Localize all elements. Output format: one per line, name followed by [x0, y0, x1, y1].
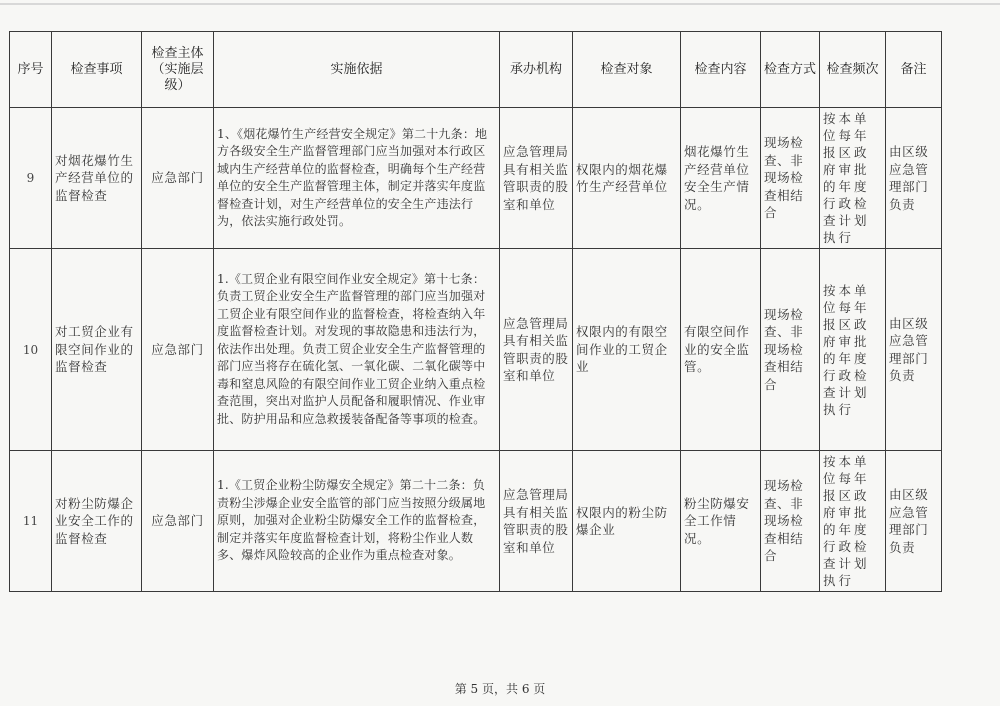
row-content: 有限空间作业的安全监管。 [681, 249, 761, 451]
header-seq: 序号 [10, 32, 52, 108]
row-method: 现场检查、非现场检查相结合 [761, 451, 820, 592]
row-object: 权限内的粉尘防爆企业 [573, 451, 681, 592]
row-seq: 9 [10, 108, 52, 249]
header-method: 检查方式 [761, 32, 820, 108]
table-row [10, 451, 942, 592]
header-agency: 承办机构 [500, 32, 573, 108]
header-item: 检查事项 [52, 32, 142, 108]
header-row [10, 32, 942, 108]
table-row [10, 249, 942, 451]
row-remark: 由区级应急管理部门负责 [886, 108, 942, 249]
row-item: 对烟花爆竹生产经营单位的监督检查 [52, 108, 142, 249]
row-frequency: 按本单位每年报区政府审批的年度行政检查计划执行 [820, 108, 886, 249]
row-seq: 11 [10, 451, 52, 592]
row-subject: 应急部门 [142, 108, 214, 249]
row-method: 现场检查、非现场检查相结合 [761, 108, 820, 249]
row-object: 权限内的烟花爆竹生产经营单位 [573, 108, 681, 249]
row-method: 现场检查、非现场检查相结合 [761, 249, 820, 451]
row-content: 烟花爆竹生产经营单位安全生产情况。 [681, 108, 761, 249]
row-remark: 由区级应急管理部门负责 [886, 451, 942, 592]
row-object: 权限内的有限空间作业的工贸企业 [573, 249, 681, 451]
header-basis: 实施依据 [214, 32, 500, 108]
row-item: 对工贸企业有限空间作业的监督检查 [52, 249, 142, 451]
row-frequency: 按本单位每年报区政府审批的年度行政检查计划执行 [820, 451, 886, 592]
row-basis: 1.《工贸企业有限空间作业安全规定》第十七条：负责工贸企业安全生产监督管理的部门应当加强对工贸企业有限空间作业的监督检查，将检查纳入年度监督检查计划。对发现的事故隐患和违法行为，依法作出处理。负责工贸企业安全生产监督管理的部门应当将存在硫化氢、一氧化碳、二氧化碳等中毒和窒息风险的有限空间作业工贸企业纳入重点检查范围，突出对监护人员配备和履职情况、作业审批、防护用品和应急救援装备配备等事项的检查。 [214, 249, 500, 451]
row-subject: 应急部门 [142, 249, 214, 451]
header-remark: 备注 [886, 32, 942, 108]
row-basis: 1、《烟花爆竹生产经营安全规定》第二十九条：地方各级安全生产监督管理部门应当加强对本行政区域内生产经营单位的监督检查，明确每个生产经营单位的安全生产监督管理主体，制定并落实年度监督检查计划，对生产经营单位的安全生产违法行为，依法实施行政处罚。 [214, 108, 500, 249]
row-agency: 应急管理局具有相关监管职责的股室和单位 [500, 249, 573, 451]
row-agency: 应急管理局具有相关监管职责的股室和单位 [500, 108, 573, 249]
header-object: 检查对象 [573, 32, 681, 108]
row-frequency: 按本单位每年报区政府审批的年度行政检查计划执行 [820, 249, 886, 451]
header-frequency: 检查频次 [820, 32, 886, 108]
row-seq: 10 [10, 249, 52, 451]
row-basis: 1.《工贸企业粉尘防爆安全规定》第二十二条：负责粉尘涉爆企业安全监管的部门应当按照分级属地原则，加强对企业粉尘防爆安全工作的监督检查，制定并落实年度监督检查计划，将粉尘作业人数多、爆炸风险较高的企业作为重点检查对象。 [214, 451, 500, 592]
header-subject: 检查主体（实施层级） [142, 32, 214, 108]
table-row [10, 108, 942, 249]
inspection-table [9, 31, 942, 592]
scan-top-edge [0, 3, 1000, 5]
row-item: 对粉尘防爆企业安全工作的监督检查 [52, 451, 142, 592]
page-number: 第 5 页，共 6 页 [454, 682, 546, 696]
row-agency: 应急管理局具有相关监管职责的股室和单位 [500, 451, 573, 592]
row-subject: 应急部门 [142, 451, 214, 592]
header-content: 检查内容 [681, 32, 761, 108]
row-remark: 由区级应急管理部门负责 [886, 249, 942, 451]
row-content: 粉尘防爆安全工作情况。 [681, 451, 761, 592]
